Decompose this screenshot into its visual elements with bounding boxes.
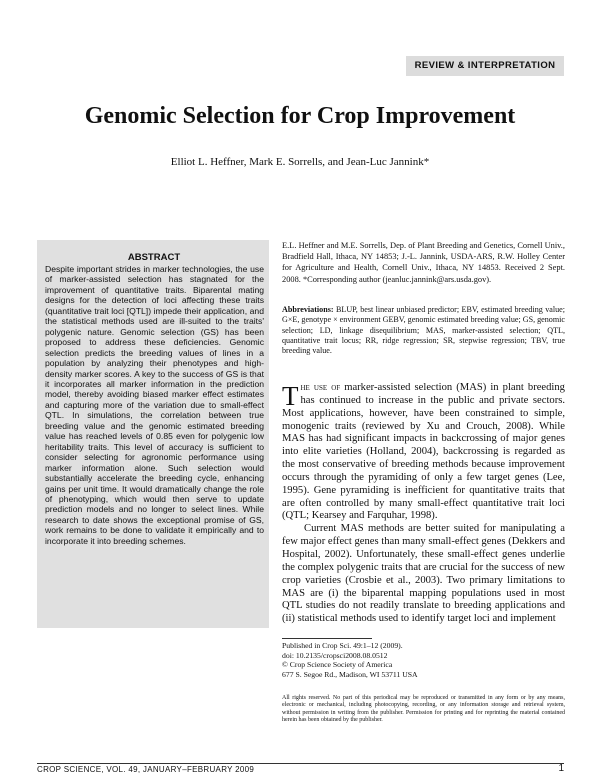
drop-cap: T <box>282 381 299 411</box>
abbreviations-label: Abbreviations: <box>282 305 334 314</box>
author-affiliation: E.L. Heffner and M.E. Sorrells, Dep. of Plant Breeding and Genetics, Cornell Univ., Bradfield Hall, Ithaca, NY 14853; J.-L. Jannink, USDA-ARS, R.W. Holley Center for Agriculture and Health, Cornell Univ., Ithaca, NY 14853. Received 2 Sept. 2008. *Corresponding author (jeanluc.jannink@ars.usda.gov). <box>282 241 565 284</box>
publication-divider <box>282 638 372 639</box>
paragraph-2: Current MAS methods are better suited for manipulating a few major effect genes than many small-effect genes (Dekkers and Hospital, 2002). Unfortunately, these small-effect genes underlie the complex polygenic traits that are crucial for the success of new crop varieties (Crosbie et al., 2003). Two primary limitations to MAS are (i) the biparental mapping populations used in most QTL studies do not readily translate to breeding applications and (ii) statistical methods used to identify target loci and implement <box>282 523 565 625</box>
abbreviations <box>282 305 565 356</box>
abstract-text: Despite important strides in marker technologies, the use of marker-assisted selection has stagnated for the improvement of quantitative traits. Biparental mating designs for the detection of loci affecting these traits (quantitative trait loci [QTL]) impede their application, and the statistical methods used are ill-suited to the traits' polygenic nature. Genomic selection (GS) has been proposed to address these deficiencies. Genomic selection predicts the breeding values of lines in a population by analyzing their phenotypes and high-density marker scores. A key to the success of GS is that it incorporates all marker information in the prediction model, thereby avoiding biased marker effect estimates and capturing more of the variation due to small-effect QTL. In simulations, the correlation between true breeding value and the genomic estimated breeding value has reached levels of 0.85 even for polygenic low heritability traits. This level of accuracy is sufficient to consider selecting for agronomic performance using marker information alone. Such selection would substantially accelerate the breeding cycle, enhancing gains per unit time. It would dramatically change the role of phenotyping, which would then serve to update prediction models and no longer to select lines. While research to date shows the exceptional promise of GS, work remains to be done to validate it empirically and to incorporate it into breeding schemes. <box>45 264 264 546</box>
section-tag: REVIEW & INTERPRETATION <box>406 56 564 76</box>
publication-copyright: © Crop Science Society of America <box>282 660 393 670</box>
author-list: Elliot L. Heffner, Mark E. Sorrells, and Jean-Luc Jannink* <box>170 156 430 168</box>
abbreviations-text: BLUP, best linear unbiased predictor; EBV, estimated breeding value; G×E, genotype × environment GEBV, genomic estimated breeding value; GS, genomic selection; LD, linkage disequilibrium; MAS, marker-assisted selection; QTL, quantitative trait locus; RR, ridge regression; SR, stepwise regression; TBV, true breeding value. <box>282 305 565 356</box>
publication-citation: Published in Crop Sci. 49:1–12 (2009). <box>282 641 403 650</box>
paragraph-1-lead: he use of <box>300 382 341 393</box>
page-number: 1 <box>558 763 564 774</box>
paragraph-1-text: marker-assisted selection (MAS) in plant breeding has continued to increase in the public and private sectors. Most applications, however, have been constrained to simple, monogenic traits (reviewed by Xu and Crouch, 2008). While MAS has had significant impacts in backcrossing of major genes into elite varieties (Holland, 2004), backcrossing is regarded as the most conservative of breeding methods because improvement occurs through the pyramiding of only a few target genes (Lee, 1995). Gene pyramiding is inefficient for quantitative traits that are often controlled by many small-effect quantitative trait loci (QTL; Kearsey and Farquhar, 1998). <box>282 382 565 522</box>
publication-address: 677 S. Segoe Rd., Madison, WI 53711 USA <box>282 670 418 680</box>
footer-journal: CROP SCIENCE, VOL. 49, JANUARY–FEBRUARY 2009 <box>37 765 255 774</box>
rights-notice: All rights reserved. No part of this periodical may be reproduced or transmitted in any form or by any means, electronic or mechanical, including photocopying, recording, or any information storage and retrieval system, without permission in writing from the publisher. Permission for printing and for reprinting the material contained herein has been obtained by the publisher. <box>282 695 565 724</box>
publication-doi: doi: 10.2135/cropsci2008.08.0512 <box>282 650 388 660</box>
paragraph-1 <box>282 382 565 523</box>
publication-info <box>282 641 565 680</box>
abstract-heading: ABSTRACT <box>127 252 181 263</box>
body-text <box>282 382 565 626</box>
paper-title: Genomic Selection for Crop Improvement <box>84 103 516 129</box>
footer-divider <box>37 763 564 764</box>
